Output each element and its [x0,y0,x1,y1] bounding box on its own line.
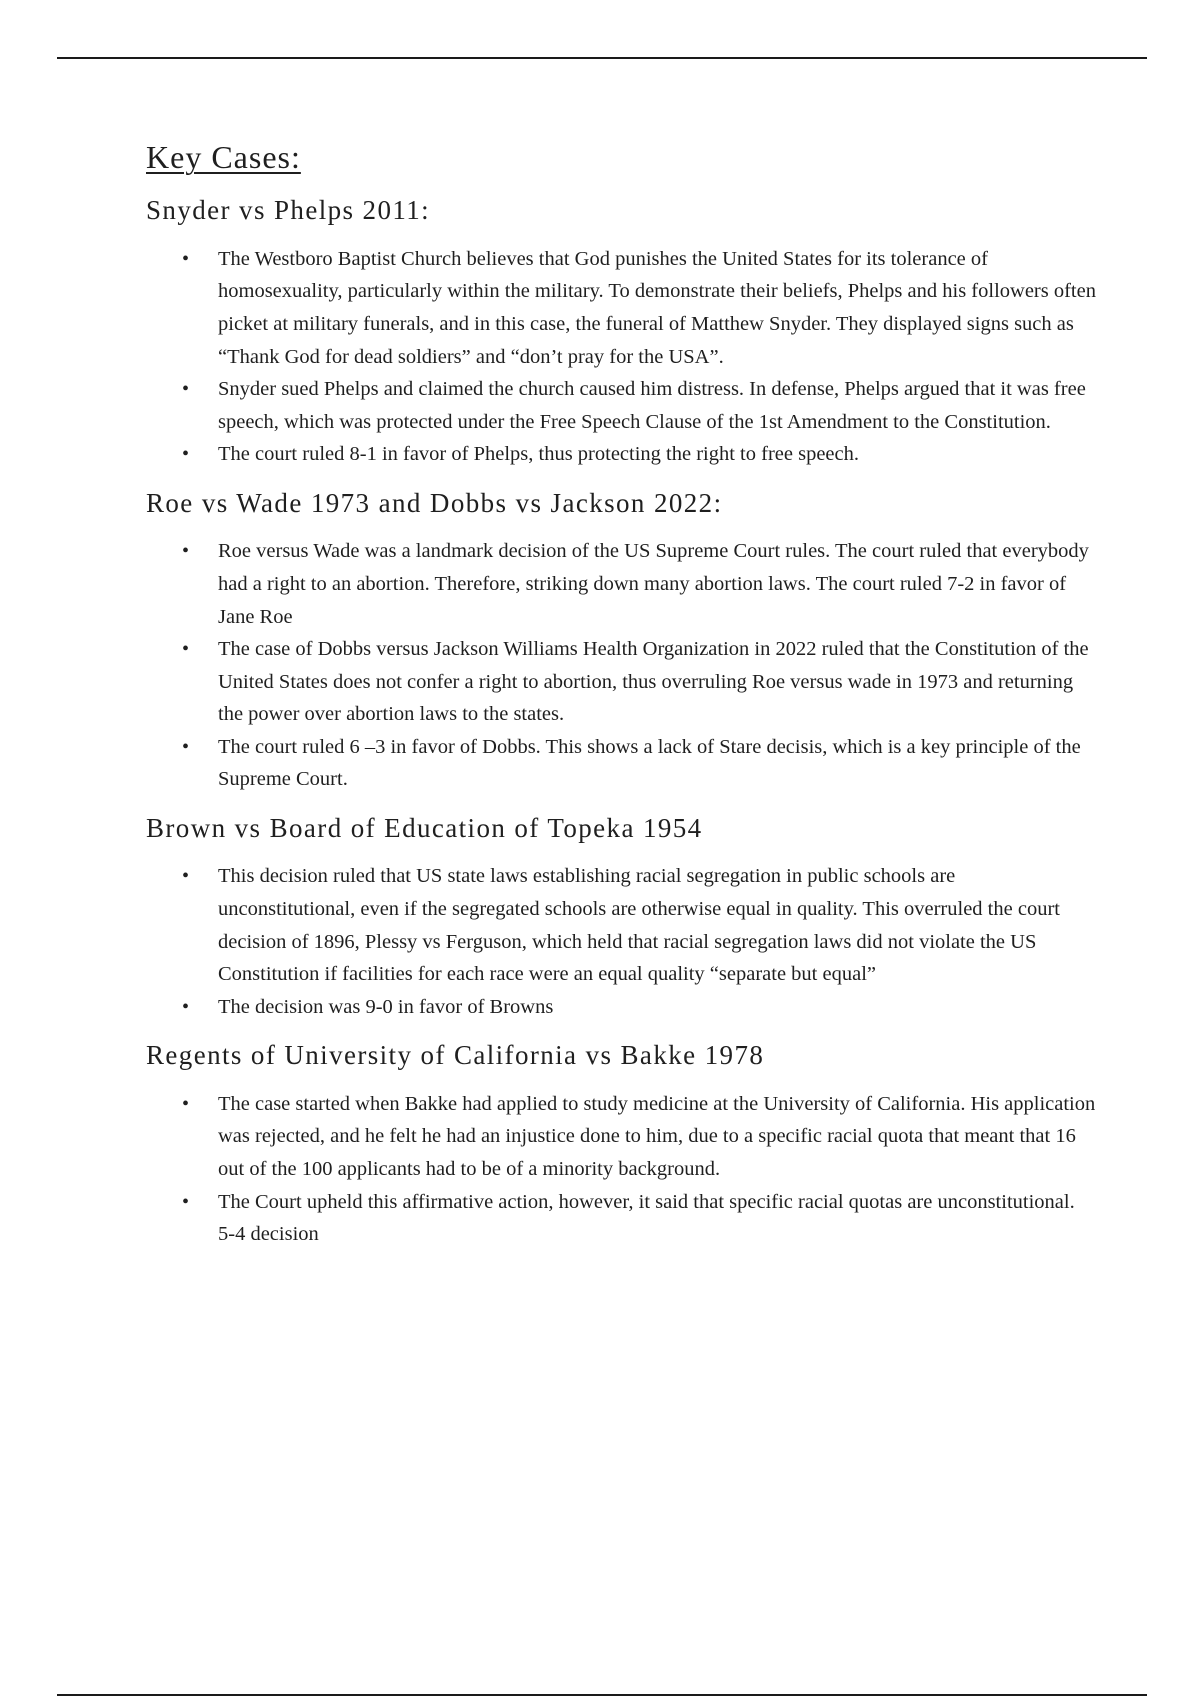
list-item: • Roe versus Wade was a landmark decision of the US Supreme Court rules. The court ruled that everybody had a right to an abortion. Therefore, striking down many abortion laws. The court ruled 7-2 in favor of Jane Roe [146,535,1096,633]
list-item: • The Westboro Baptist Church believes that God punishes the United States for its tolerance of homosexuality, particularly within the military. To demonstrate their beliefs, Phelps and his followers often picket at military funerals, and in this case, the funeral of Matthew Snyder. They displayed signs such as “Thank God for dead soldiers” and “don’t pray for the USA”. [146,243,1096,373]
list-item: • The case of Dobbs versus Jackson Williams Health Organization in 2022 ruled that the Constitution of the United States does not confer a right to abortion, thus overruling Roe versus wade in 1973 and returning the power over abortion laws to the states. [146,633,1096,731]
top-page-rule [57,57,1147,59]
list-item: • The court ruled 6 –3 in favor of Dobbs. This shows a lack of Stare decisis, which is a key principle of the Supreme Court. [146,731,1096,796]
case-heading: Regents of University of California vs Bakke 1978 [146,1040,765,1071]
list-item: • This decision ruled that US state laws establishing racial segregation in public schools are unconstitutional, even if the segregated schools are otherwise equal in quality. This overruled the court decision of 1896, Plessy vs Ferguson, which held that racial segregation laws did not violate the US Constitution if facilities for each race were an equal quality “separate but equal” [146,860,1096,990]
list-item: • The case started when Bakke had applied to study medicine at the University of California. His application was rejected, and he felt he had an injustice done to him, due to a specific racial quota that meant that 16 out of the 100 applicants had to be of a minority background. [146,1088,1096,1186]
document-body [146,138,1096,1267]
list-item: • Snyder sued Phelps and claimed the church caused him distress. In defense, Phelps argued that it was free speech, which was protected under the Free Speech Clause of the 1st Amendment to the Constitution. [146,373,1096,438]
case-snyder-vs-phelps [146,194,1096,471]
list-item: • The court ruled 8-1 in favor of Phelps, thus protecting the right to free speech. [146,438,1096,471]
bullet-list [146,860,1096,1023]
case-brown-vs-board [146,812,1096,1023]
case-regents-vs-bakke [146,1039,1096,1250]
list-item: • The decision was 9-0 in favor of Browns [146,991,1096,1024]
page-title: Key Cases: [146,139,301,175]
case-roe-vs-wade-dobbs [146,487,1096,796]
list-item: • The Court upheld this affirmative action, however, it said that specific racial quotas are unconstitutional. 5-4 decision [146,1186,1096,1251]
bullet-list [146,535,1096,796]
case-heading: Roe vs Wade 1973 and Dobbs vs Jackson 2022: [146,487,723,518]
case-heading: Snyder vs Phelps 2011: [146,195,431,226]
bottom-page-rule [57,1694,1147,1696]
case-heading: Brown vs Board of Education of Topeka 1954 [146,813,703,844]
bullet-list [146,1088,1096,1251]
bullet-list [146,243,1096,471]
